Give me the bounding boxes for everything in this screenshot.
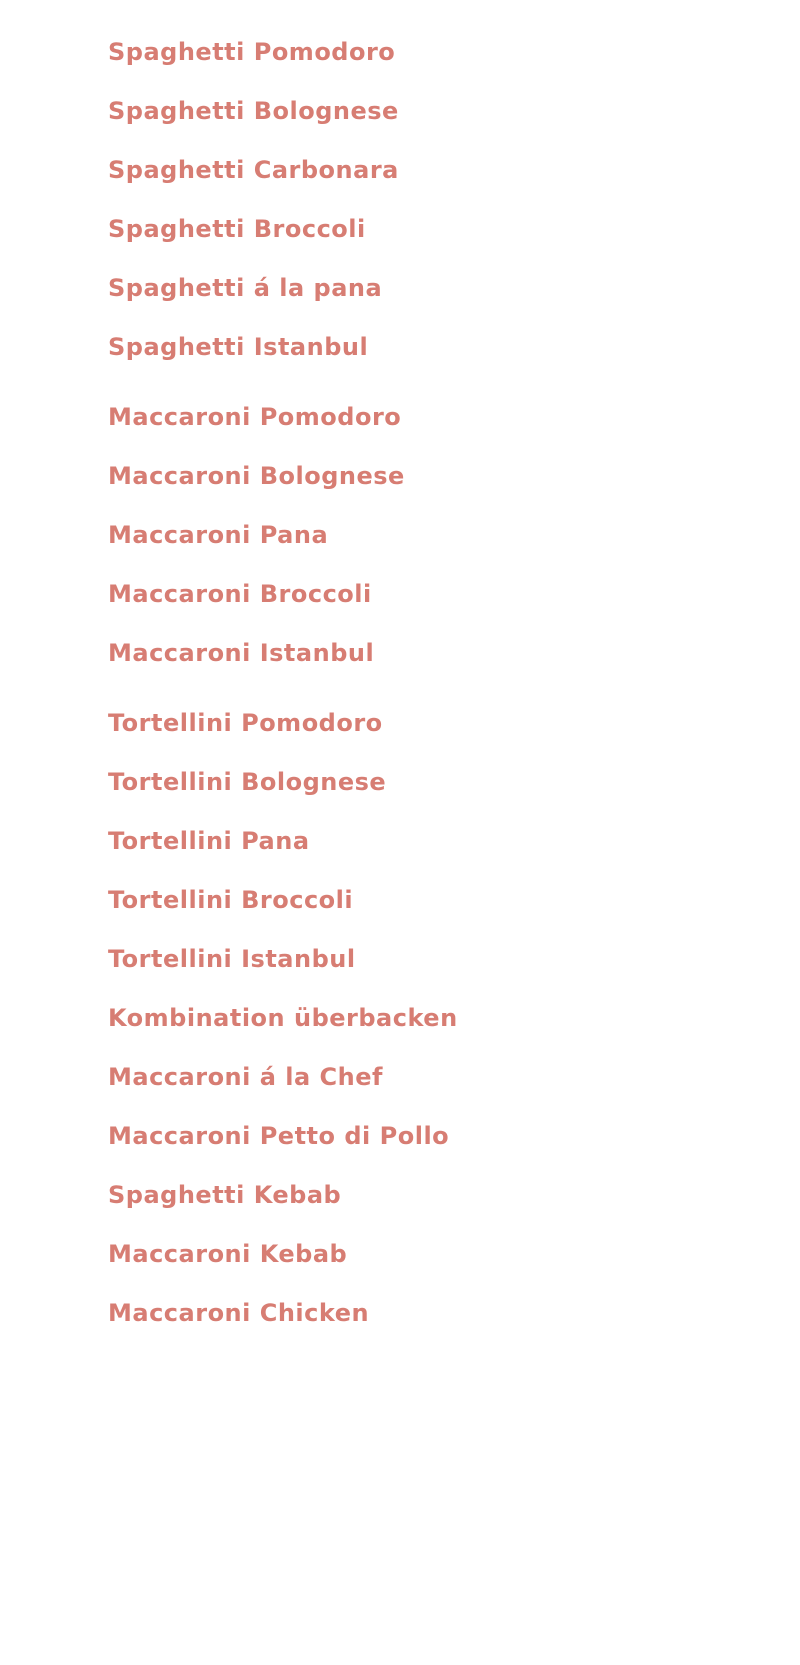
menu-item[interactable]: Maccaroni Pana [108,521,329,549]
menu-item[interactable]: Kombination überbacken [108,1004,458,1032]
menu-item[interactable]: Tortellini Pana [108,827,310,855]
menu-group-1 [108,405,800,665]
menu-item[interactable]: Maccaroni Broccoli [108,580,372,608]
menu-item[interactable]: Spaghetti Kebab [108,1181,342,1209]
menu-item[interactable]: Spaghetti á la pana [108,274,383,302]
menu-item[interactable]: Maccaroni á la Chef [108,1063,383,1091]
menu-item[interactable]: Spaghetti Broccoli [108,215,366,243]
menu-group-0 [108,40,800,359]
menu-group-6 [108,1183,800,1325]
menu-item[interactable]: Maccaroni Petto di Pollo [108,1122,450,1150]
menu-item[interactable]: Maccaroni Chicken [108,1299,370,1327]
menu-group-2 [108,711,800,971]
menu-group-3 [108,1006,800,1030]
menu-item[interactable]: Spaghetti Istanbul [108,333,369,361]
menu-item[interactable]: Tortellini Bolognese [108,768,387,796]
menu-item[interactable]: Spaghetti Bolognese [108,97,399,125]
menu-item[interactable]: Tortellini Broccoli [108,886,354,914]
menu-item[interactable]: Spaghetti Pomodoro [108,38,396,66]
menu-item[interactable]: Maccaroni Pomodoro [108,403,402,431]
menu-item[interactable]: Spaghetti Carbonara [108,156,399,184]
menu-item[interactable]: Maccaroni Bolognese [108,462,405,490]
menu-group-5 [108,1124,800,1148]
menu-item[interactable]: Tortellini Istanbul [108,945,356,973]
menu-item[interactable]: Maccaroni Istanbul [108,639,375,667]
menu-group-4 [108,1065,800,1089]
menu-item[interactable]: Maccaroni Kebab [108,1240,348,1268]
menu-item[interactable]: Tortellini Pomodoro [108,709,383,737]
